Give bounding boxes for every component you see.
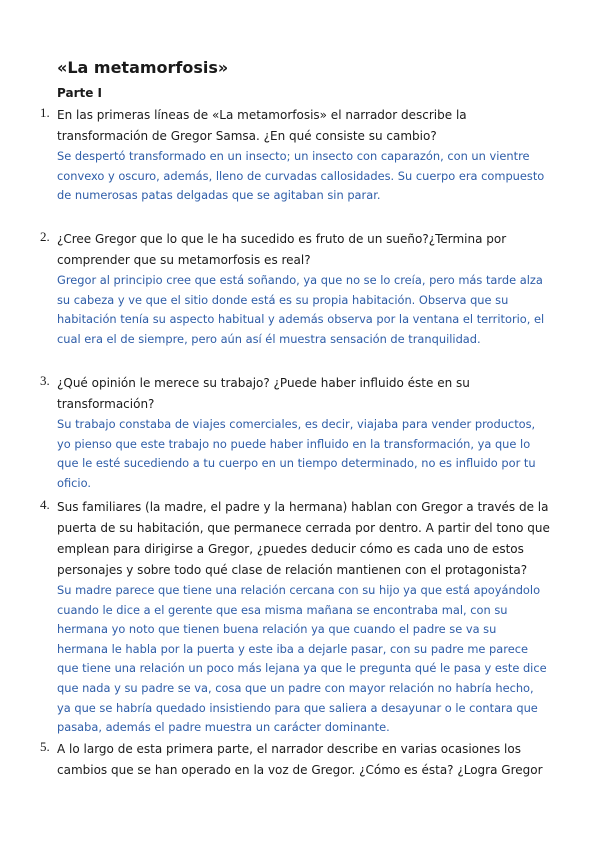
question-number: 2. — [40, 229, 50, 244]
document-title: «La metamorfosis» — [57, 58, 229, 77]
question-number: 1. — [40, 105, 50, 120]
question-text: Sus familiares (la madre, el padre y la hermana) hablan con Gregor a través de la puerta de su habitación, que permanece cerrada por dentro. A partir del tono que emplean para dirigirse a Gregor, ¿puedes deducir cómo es cada uno de estos personajes y sobre todo qué clase de relación mantienen con el protagonista? — [57, 500, 550, 577]
question-item-4 — [40, 497, 550, 738]
question-item-2 — [40, 229, 550, 349]
answer-text: Su madre parece que tiene una relación cercana con su hijo ya que está apoyándolo cuando le dice a el gerente que esa misma mañana se encontraba mal, con su hermana yo noto que tienen buena relación ya que cuando el padre se va su hermana le habla por la puerta y este iba a dejarle pasar, con su padre me parece que tiene una relación un poco más lejana ya que le pregunta qué le pasa y este dice que nada y su padre se va, cosa que un padre con mayor relación no habría hecho, ya que se habría quedado insistiendo para que saliera a desayunar o le contara que pasaba, además el padre muestra un carácter dominante. — [57, 583, 547, 735]
question-item-5 — [40, 739, 550, 781]
question-number: 4. — [40, 497, 50, 512]
answer-text: Gregor al principio cree que está soñando, ya que no se lo creía, pero más tarde alza su cabeza y ve que el sitio donde está es su propia habitación. Observa que su habitación tenía su aspecto habitual y además observa por la ventana el territorio, el cual era el de siempre, pero aún así él muestra sensación de tranquilidad. — [57, 273, 545, 346]
question-text: En las primeras líneas de «La metamorfosis» el narrador describe la transformación de Gregor Samsa. ¿En qué consiste su cambio? — [57, 108, 467, 143]
question-number: 5. — [40, 739, 50, 754]
question-number: 3. — [40, 373, 50, 388]
question-item-1 — [40, 105, 550, 206]
question-item-3 — [40, 373, 550, 493]
question-text: ¿Qué opinión le merece su trabajo? ¿Puede haber influido éste en su transformación? — [57, 376, 470, 411]
question-text: ¿Cree Gregor que lo que le ha sucedido es fruto de un sueño?¿Termina por comprender que su metamorfosis es real? — [57, 232, 507, 267]
question-text: A lo largo de esta primera parte, el narrador describe en varias ocasiones los cambios que se han operado en la voz de Gregor. ¿Cómo es ésta? ¿Logra Gregor — [57, 742, 543, 777]
answer-text: Se despertó transformado en un insecto; un insecto con caparazón, con un vientre convexo y oscuro, además, lleno de curvadas callosidades. Su cuerpo era compuesto de numerosas patas delgadas que se agitaban sin parar. — [57, 149, 545, 203]
answer-text: Su trabajo constaba de viajes comerciales, es decir, viajaba para vender productos, yo pienso que este trabajo no puede haber influido en la transformación, ya que lo que le esté sucediendo a tu cuerpo en un tiempo determinado, no es influido por tu oficio. — [57, 417, 536, 490]
section-heading: Parte I — [57, 86, 103, 100]
